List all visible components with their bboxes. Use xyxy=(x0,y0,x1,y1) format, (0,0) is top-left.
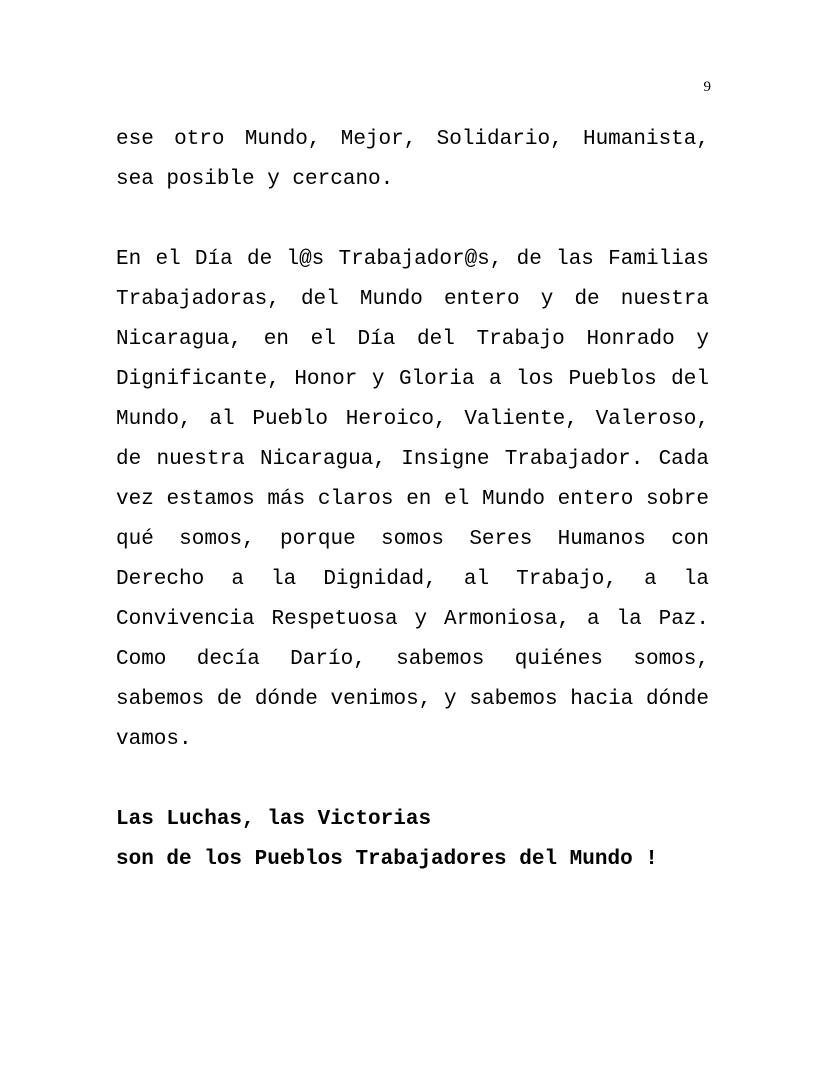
paragraph-workers-day: En el Día de l@s Trabajador@s, de las Familias Trabajadoras, del Mundo entero y de nuestra Nicaragua, en el Día del Trabajo Honrado y Dignificante, Honor y Gloria a los Pueblos del Mundo, al Pueblo Heroico, Valiente, Valeroso, de nuestra Nicaragua, Insigne Trabajador. Cada vez estamos más claros en el Mundo entero sobre qué somos, porque somos Seres Humanos con Derecho a la Dignidad, al Trabajo, a la Convivencia Respetuosa y Armoniosa, a la Paz. Como decía Darío, sabemos quiénes somos, sabemos de dónde venimos, y sabemos hacia dónde vamos. xyxy=(116,248,709,751)
closing-line-2: son de los Pueblos Trabajadores del Mundo ! xyxy=(116,848,658,871)
page-number: 9 xyxy=(703,79,711,95)
paragraph-continuation: ese otro Mundo, Mejor, Solidario, Humanista, sea posible y cercano. xyxy=(116,128,709,191)
document-body xyxy=(116,120,709,880)
closing-statement xyxy=(116,800,709,880)
closing-line-1: Las Luchas, las Victorias xyxy=(116,808,432,831)
